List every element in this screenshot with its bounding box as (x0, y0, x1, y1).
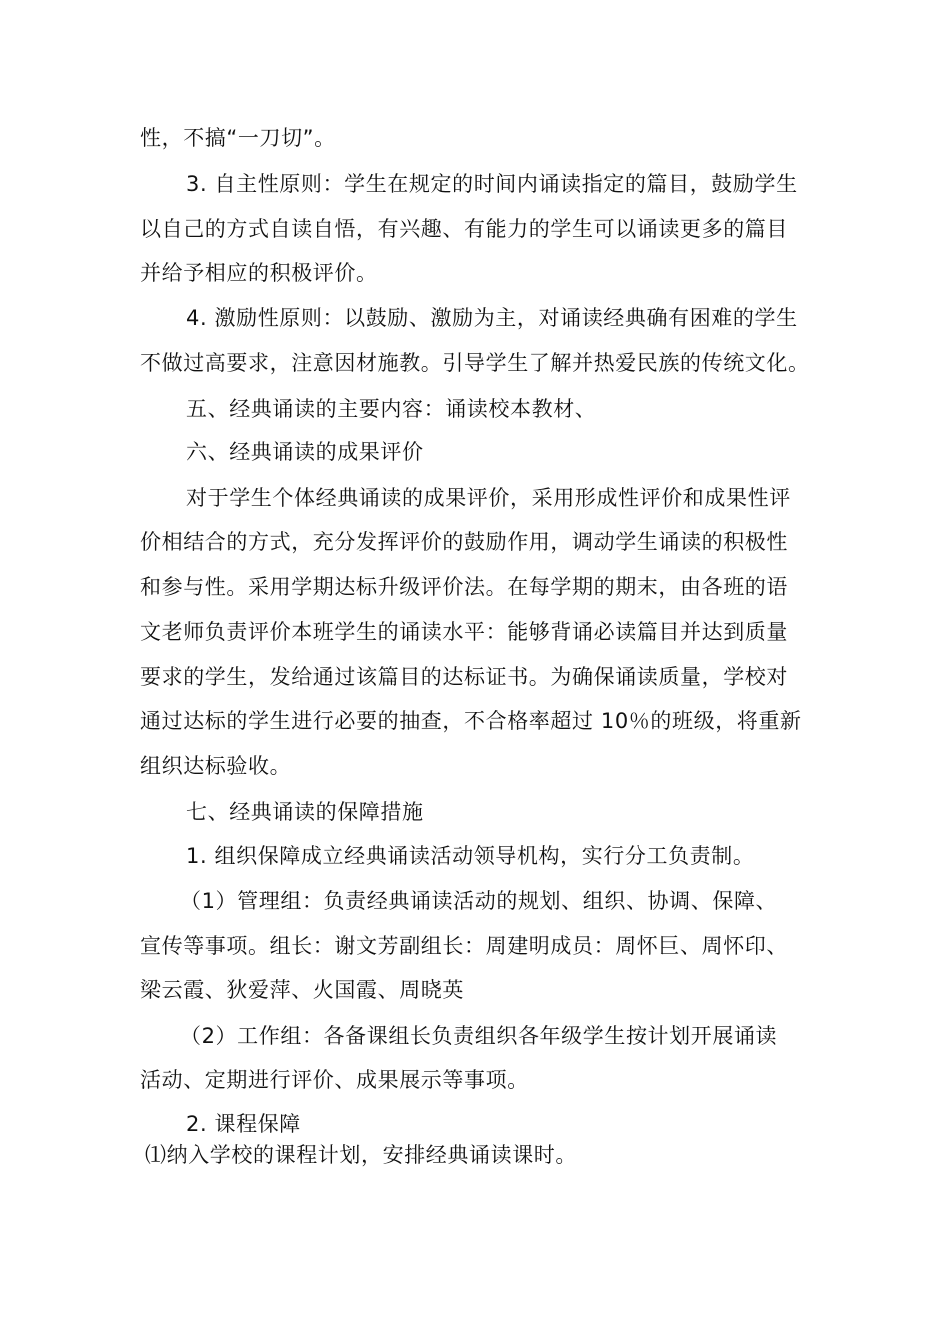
text-line: 3. 自主性原则：学生在规定的时间内诵读指定的篇目，鼓励学生 (186, 172, 798, 196)
text-line: 性，不搞“一刀切”。 (140, 126, 336, 150)
text-line: 并给予相应的积极评价。 (140, 261, 378, 285)
section-heading: 七、经典诵读的保障措施 (186, 800, 424, 824)
text-line: 组织达标验收。 (140, 754, 292, 778)
text-line: 价相结合的方式，充分发挥评价的鼓励作用，调动学生诵读的积极性 (140, 530, 788, 554)
text-line: 对于学生个体经典诵读的成果评价，采用形成性评价和成果性评 (186, 486, 791, 510)
text-line: 1. 组织保障成立经典诵读活动领导机构，实行分工负责制。 (186, 844, 755, 868)
text-line: （1）管理组：负责经典诵读活动的规划、组织、协调、保障、 (180, 889, 778, 913)
text-line: 和参与性。采用学期达标升级评价法。在每学期的期末，由各班的语 (140, 575, 788, 599)
text-line: 通过达标的学生进行必要的抽查，不合格率超过 10％的班级，将重新 (140, 709, 802, 733)
section-heading: 五、经典诵读的主要内容：诵读校本教材、 (186, 397, 597, 421)
text-line: 活动、定期进行评价、成果展示等事项。 (140, 1068, 529, 1092)
text-line: 不做过高要求，注意因材施教。引导学生了解并热爱民族的传统文化。 (140, 351, 810, 375)
text-line: 文老师负责评价本班学生的诵读水平：能够背诵必读篇目并达到质量 (140, 620, 788, 644)
text-line: （2）工作组：各备课组长负责组织各年级学生按计划开展诵读 (180, 1024, 778, 1048)
text-line: 梁云霞、狄爱萍、火国霞、周晓英 (140, 978, 464, 1002)
text-line: 要求的学生，发给通过该篇目的达标证书。为确保诵读质量，学校对 (140, 665, 788, 689)
section-heading: 六、经典诵读的成果评价 (186, 440, 424, 464)
section-heading: 2. 课程保障 (186, 1112, 301, 1136)
text-line: 以自己的方式自读自悟，有兴趣、有能力的学生可以诵读更多的篇目 (140, 217, 788, 241)
text-line: 4. 激励性原则：以鼓励、激励为主，对诵读经典确有困难的学生 (186, 306, 798, 330)
text-line: ⑴纳入学校的课程计划，安排经典诵读课时。 (145, 1143, 577, 1167)
text-line: 宣传等事项。组长：谢文芳副组长：周建明成员：周怀巨、周怀印、 (140, 934, 788, 958)
